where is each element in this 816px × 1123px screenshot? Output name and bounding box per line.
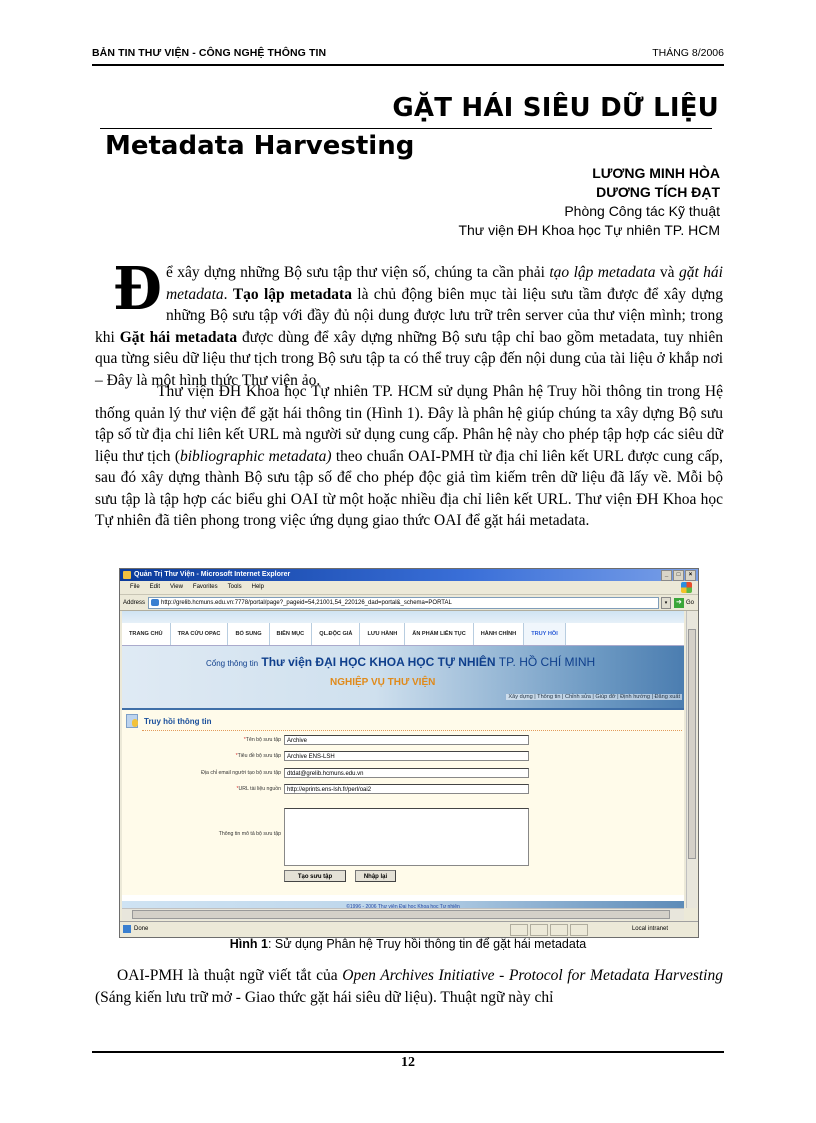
address-bar: [120, 595, 698, 611]
figure-browser-screenshot: [119, 568, 699, 938]
field-row-collection-name: [122, 735, 684, 746]
nav-bo-sung[interactable]: BỔ SUNG: [228, 623, 269, 645]
harvest-form: [122, 710, 684, 895]
nav-top-band: [122, 611, 684, 623]
title-rule: [100, 128, 712, 129]
nav-bien-muc[interactable]: BIÊN MỤC: [270, 623, 313, 645]
field-row-collection-title: [122, 751, 684, 762]
field-label: [244, 735, 281, 746]
field-label: Địa chỉ email người tạo bộ sưu tập: [201, 770, 281, 776]
scroll-thumb[interactable]: [132, 910, 670, 919]
text-run: và: [655, 264, 679, 281]
drop-cap: Đ: [113, 254, 162, 324]
figure-caption: [0, 937, 816, 951]
portal-nav: [122, 623, 684, 646]
text-run: ể xây dựng những Bộ sưu tập thư viện số, chúng ta cần phải: [165, 264, 550, 281]
menu-bar: [120, 581, 698, 595]
maximize-button[interactable]: □: [673, 570, 684, 581]
caption-text: : Sử dụng Phân hệ Truy hồi thông tin để gặt hái metadata: [267, 937, 587, 951]
menu-edit[interactable]: Edit: [149, 584, 161, 590]
ie-window-icon: [123, 571, 131, 579]
go-button[interactable]: Go: [685, 599, 694, 606]
footer-rule: [92, 1051, 724, 1053]
collection-title-input[interactable]: Archive ENS-LSH: [284, 751, 529, 761]
collection-name-input[interactable]: Archive: [284, 735, 529, 745]
bold-term: Gặt hái metadata: [119, 328, 238, 346]
author-institution: Thư viện ĐH Khoa học Tự nhiên TP. HCM: [458, 222, 720, 238]
security-zone: Local intranet: [631, 926, 668, 932]
scroll-thumb[interactable]: [688, 629, 696, 859]
address-input[interactable]: [148, 597, 659, 609]
label-text: Tiêu đề bộ sưu tập: [237, 753, 281, 759]
create-collection-button[interactable]: Tạo sưu tập: [284, 870, 346, 882]
article-title-vn: GẶT HÁI SIÊU DỮ LIỆU: [392, 93, 719, 123]
required-mark: *: [236, 786, 239, 792]
text-run: .: [223, 285, 233, 303]
author-department: Phòng Công tác Kỹ thuật: [564, 203, 720, 219]
italic-term: Open Archives Initiative - Protocol for Metadata Harvesting: [342, 967, 723, 984]
go-arrow-icon[interactable]: ➜: [674, 598, 684, 608]
close-button[interactable]: ×: [685, 570, 696, 581]
portal-links[interactable]: Xây dựng | Thông tin | Chỉnh sửa | Giúp đỡ | Định hướng | Đăng xuất: [508, 694, 680, 700]
author-1: LƯƠNG MINH HÒA: [592, 165, 720, 181]
required-mark: *: [243, 737, 246, 743]
nav-ql-doc-gia[interactable]: QL.ĐỘC GIẢ: [312, 623, 360, 645]
status-text: Done: [134, 926, 149, 932]
nav-luu-hanh[interactable]: LƯU HÀNH: [360, 623, 405, 645]
horizontal-scrollbar[interactable]: [122, 908, 684, 920]
banner-city: TP. HỒ CHÍ MINH: [498, 655, 596, 669]
page-done-icon: [123, 925, 131, 933]
text-run: Thư viện ĐH Khoa học Tự nhiên TP. HCM sử dụng Phân hệ Truy hồi thông tin trong Hệ thống quản lý thư viện để gặt hái thông tin (Hình 1). Đây là phân hệ giúp chúng ta xây dựng Bộ sưu tập số từ địa chỉ liên kết URL mà người sử dụng cung cấp. Phân hệ này cho phép tập hợp các siêu dữ liệu thư tịch (: [95, 383, 723, 465]
required-mark: *: [235, 753, 238, 759]
field-label: [236, 751, 281, 762]
section-title-text: Truy hồi thông tin: [144, 716, 212, 726]
bold-term: Tạo lập metadata: [232, 285, 352, 303]
text-run: OAI-PMH là thuật ngữ viết tắt của: [117, 967, 343, 984]
address-label: Address: [123, 599, 146, 606]
label-text: URL tài liệu nguồn: [238, 786, 281, 792]
label-text: Tên bộ sưu tập: [245, 737, 281, 743]
vertical-scrollbar[interactable]: [686, 611, 697, 908]
description-textarea[interactable]: [284, 808, 529, 866]
field-label: [236, 784, 281, 795]
menu-view[interactable]: View: [170, 584, 183, 590]
address-url: http://grelib.hcmuns.edu.vn:7778/portal/page?_pageid=54,21001,54_220126_dad=portal&_schema=PORTAL: [161, 599, 452, 606]
hand-document-icon: [126, 714, 138, 728]
section-title: [126, 714, 212, 728]
menu-file[interactable]: File: [130, 584, 140, 590]
portal-page: [122, 611, 684, 908]
nav-truy-hoi[interactable]: TRUY HỒI: [524, 623, 566, 645]
menu-help[interactable]: Help: [251, 584, 264, 590]
text-run: là chủ động biên mục tài liệu sưu tầm được để xây dựng những Bộ sưu tập với đầy đủ nội dung được lưu trữ trên server của thư viện mình; trong khi: [95, 285, 723, 346]
paragraph-intro: [95, 254, 723, 391]
banner-subtitle: NGHIỆP VỤ THƯ VIỆN: [330, 677, 436, 688]
menu-favorites[interactable]: Favorites: [192, 584, 218, 590]
italic-term: bibliographic metadata): [180, 447, 332, 465]
banner-title: [206, 655, 595, 669]
portal-footer: ©1996 - 2006 Thư viện Đại học Khoa học Tự nhiên: [122, 901, 684, 908]
window-title: Quản Trị Thư Viện - Microsoft Internet Explorer: [134, 571, 291, 578]
nav-hanh-chinh[interactable]: HÀNH CHÍNH: [474, 623, 524, 645]
page-number: 12: [401, 1055, 415, 1070]
italic-term: tạo lập metadata: [549, 264, 656, 281]
issue-date: THÁNG 8/2006: [652, 47, 724, 59]
page-icon: [151, 599, 159, 606]
field-row-creator-email: [122, 768, 684, 779]
creator-email-input[interactable]: dtdat@grelib.hcmuns.edu.vn: [284, 768, 529, 778]
banner-prefix: Cổng thông tin: [206, 659, 259, 668]
text-run: được dùng để xây dựng những Bộ sưu tập chỉ bao gồm metadata, tuy nhiên qua từng siêu dữ liệu thư tịch trong Bộ sưu tập ta có thể truy cập đến nội dung của tài liệu ở khắp nơi – Đây là một hình thức Thư viện ảo.: [95, 328, 723, 389]
window-titlebar: [120, 569, 698, 581]
portal-banner: [122, 646, 684, 708]
paragraph-oai-pmh: [95, 965, 723, 1008]
header-rule: [92, 64, 724, 66]
status-bar: [120, 921, 698, 937]
dotted-divider: [142, 730, 682, 731]
source-url-input[interactable]: http://eprints.ens-lsh.fr/perl/oai2: [284, 784, 529, 794]
nav-an-pham-lien-tuc[interactable]: ẤN PHẨM LIÊN TỤC: [405, 623, 473, 645]
publication-name: BẢN TIN THƯ VIỆN - CÔNG NGHỆ THÔNG TIN: [92, 47, 327, 59]
nav-tra-cuu-opac[interactable]: TRA CỨU OPAC: [171, 623, 229, 645]
minimize-button[interactable]: _: [661, 570, 672, 581]
windows-logo-icon: [681, 582, 692, 593]
description-label: Thông tin mô tả bộ sưu tập: [218, 831, 281, 837]
reset-button[interactable]: Nhập lại: [355, 870, 396, 882]
menu-tools[interactable]: Tools: [227, 584, 242, 590]
paragraph-system: [95, 381, 723, 532]
text-run: theo chuẩn OAI-PMH từ địa chỉ liên kết URL được cung cấp, sau đó xây dựng thành Bộ sưu tập số để cho phép độc giả tìm kiếm trên dữ liệu đã lấy về. Mỗi bộ sưu tập là tập hợp các biểu ghi OAI từ một hoặc nhiều địa chỉ liên kết URL. Thư viện ĐH Khoa học Tự nhiên đã tiên phong trong việc ứng dụng giao thức OAI để gặt hái metadata.: [95, 447, 723, 529]
field-row-source-url: [122, 784, 684, 795]
italic-term: gặt hái metadata: [165, 264, 723, 303]
address-dropdown-icon[interactable]: ▾: [661, 597, 671, 609]
nav-trang-chu[interactable]: TRANG CHỦ: [122, 623, 171, 645]
author-2: DƯƠNG TÍCH ĐẠT: [596, 184, 720, 200]
caption-label: Hình 1: [229, 937, 268, 951]
article-title-en: Metadata Harvesting: [105, 131, 415, 161]
banner-main: Thư viện ĐẠI HỌC KHOA HỌC TỰ NHIÊN: [261, 655, 496, 669]
status-cells: [510, 924, 588, 936]
text-run: (Sáng kiến lưu trữ mở - Giao thức gặt hái siêu dữ liệu). Thuật ngữ này chỉ: [95, 988, 554, 1006]
